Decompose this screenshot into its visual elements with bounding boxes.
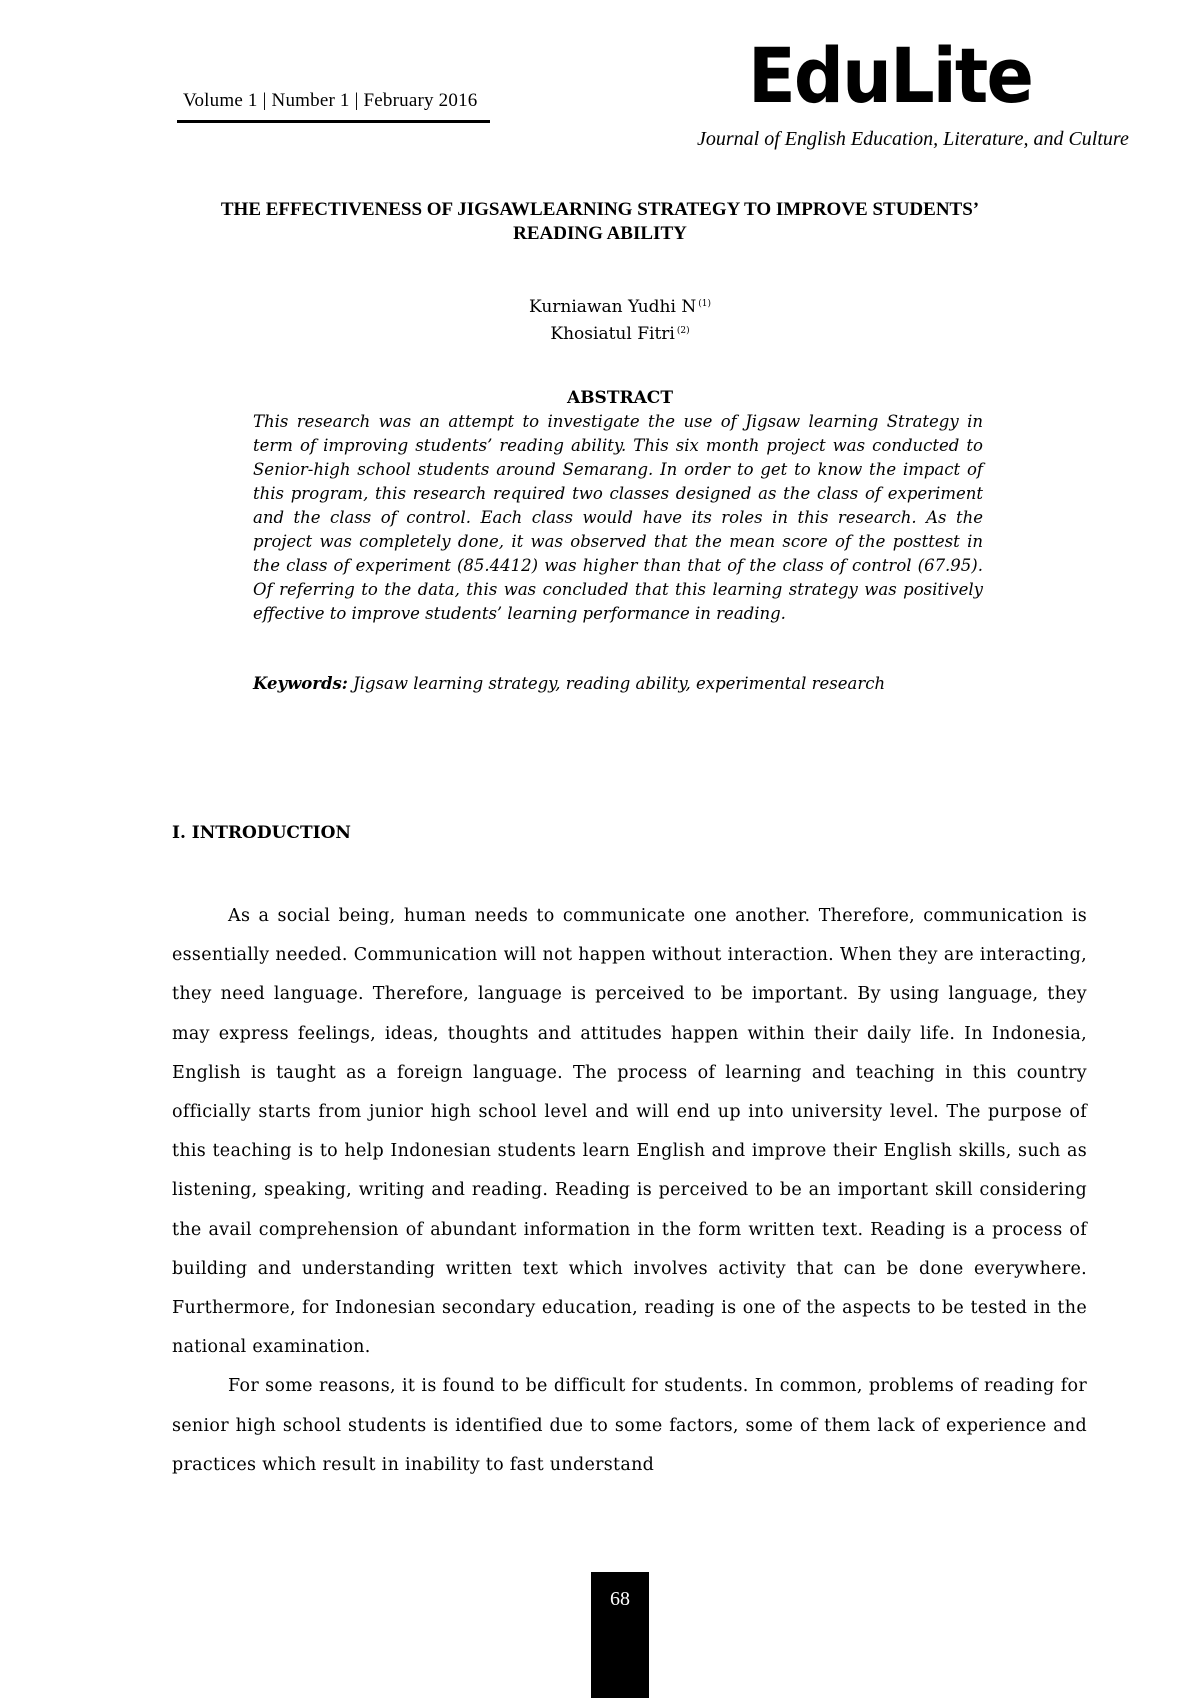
- abstract-text: This research was an attempt to investigate the use of Jigsaw learning Strategy in term of improving students’ reading ability. This six month project was conducted to Senior-high school students around Semarang. In order to get to know the impact of this program, this research required two classes designed as the class of experiment and the class of control. Each class would have its roles in this research. As the project was completely done, it was observed that the mean score of the posttest in the class of experiment (85.4412) was higher than that of the class of control (67.95). Of referring to the data, this was concluded that this learning strategy was positively effective to improve students’ learning performance in reading.: [253, 412, 983, 623]
- keywords-text: Jigsaw learning strategy, reading ability, experimental research: [353, 674, 886, 693]
- page-number: 68: [610, 1588, 630, 1610]
- volume-info: Volume 1 | Number 1 | February 2016: [183, 90, 478, 111]
- author-name: Kurniawan Yudhi N: [529, 297, 697, 317]
- paragraph: For some reasons, it is found to be difficult for students. In common, problems of reading for senior high school students is identified due to some factors, some of them lack of experience and practices which result in inability to fast understand: [172, 1376, 1087, 1475]
- keywords: [253, 672, 983, 696]
- abstract-heading: ABSTRACT: [567, 388, 673, 408]
- body-text: [172, 897, 1087, 1485]
- keywords-label: Keywords:: [253, 674, 348, 693]
- author-1: [0, 292, 1200, 319]
- article-title-line2: READING ABILITY: [513, 223, 687, 244]
- journal-logo: EduLite: [748, 31, 1033, 120]
- author-name: Khosiatul Fitri: [550, 324, 675, 344]
- header-rule: [177, 120, 490, 123]
- section-heading: I. INTRODUCTION: [172, 823, 351, 843]
- article-title-line1: THE EFFECTIVENESS OF JIGSAWLEARNING STRATEGY TO IMPROVE STUDENTS’: [220, 199, 980, 220]
- authors: [0, 292, 1200, 346]
- author-marker: (2): [676, 326, 690, 336]
- article-title: [160, 198, 1040, 246]
- paragraph: As a social being, human needs to communicate one another. Therefore, communication is essentially needed. Communication will not happen without interaction. When they are interacting, they need language. Therefore, language is perceived to be important. By using language, they may express feelings, ideas, thoughts and attitudes happen within their daily life. In Indonesia, English is taught as a foreign language. The process of learning and teaching in this country officially starts from junior high school level and will end up into university level. The purpose of this teaching is to help Indonesian students learn English and improve their English skills, such as listening, speaking, writing and reading. Reading is perceived to be an important skill considering the avail comprehension of abundant information in the form written text. Reading is a process of building and understanding written text which involves activity that can be done everywhere. Furthermore, for Indonesian secondary education, reading is one of the aspects to be tested in the national examination.: [172, 906, 1087, 1358]
- journal-subtitle: Journal of English Education, Literature, and Culture: [697, 128, 1129, 150]
- author-marker: (1): [698, 299, 711, 309]
- author-2: [0, 319, 1200, 346]
